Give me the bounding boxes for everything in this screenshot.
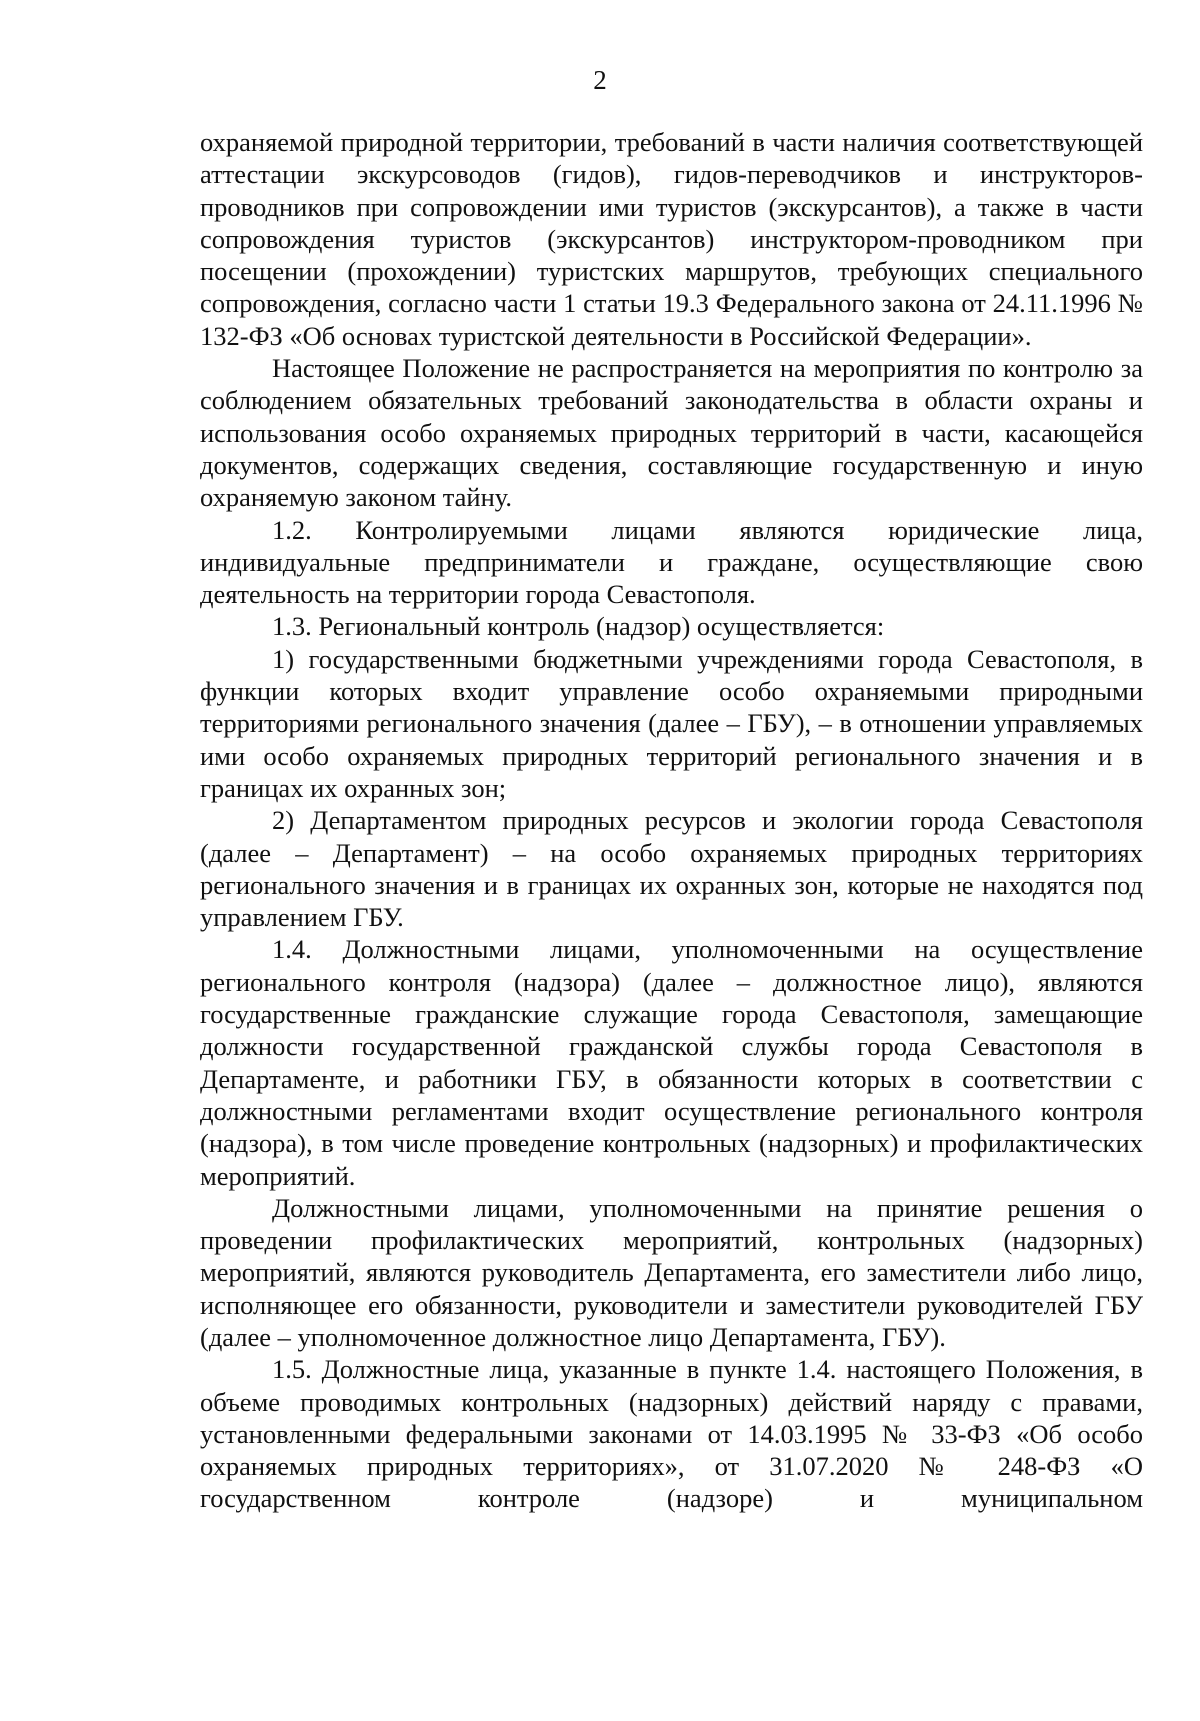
paragraph-1-4: 1.4. Должностными лицами, уполномоченными на осуществление регионального контроля (надзора) (далее – должностное лицо), являются государственные гражданские служащие города Севастополя, замещающие должности государственной гражданской службы города Севастополя в Департаменте, и работники ГБУ, в обязанности которых в соответствии с должностными регламентами входит осуществление регионального контроля (надзора), в том числе проведение контрольных (надзорных) и профилактических мероприятий. xyxy=(200,934,1143,1191)
paragraph-continuation: охраняемой природной территории, требований в части наличия соответствующей аттестации экскурсоводов (гидов), гидов-переводчиков и инструкторов-проводников при сопровождении ими туристов (экскурсантов), а также в части сопровождения туристов (экскурсантов) инструктором-проводником при посещении (прохождении) туристских маршрутов, требующих специального сопровождения, согласно части 1 статьи 19.3 Федерального закона от 24.11.1996 № 132-ФЗ «Об основах туристской деятельности в Российской Федерации». xyxy=(200,127,1143,351)
page-number: 2 xyxy=(593,65,607,95)
paragraph-1-3: 1.3. Региональный контроль (надзор) осуществляется: xyxy=(272,611,885,642)
paragraph-scope-exclusion: Настоящее Положение не распространяется на мероприятия по контролю за соблюдением обязательных требований законодательства в области охраны и использования особо охраняемых природных территорий в части, касающейся документов, содержащих сведения, составляющие государственную и иную охраняемую законом тайну. xyxy=(200,353,1143,513)
paragraph-1-4-decision-makers: Должностными лицами, уполномоченными на принятие решения о проведении профилактических мероприятий, контрольных (надзорных) мероприятий, являются руководитель Департамента, его заместители либо лицо, исполняющее его обязанности, руководители и заместители руководителей ГБУ (далее – уполномоченное должностное лицо Департамента, ГБУ). xyxy=(200,1192,1143,1352)
document-body xyxy=(200,126,1143,1515)
paragraph-1-3-item-1: 1) государственными бюджетными учреждениями города Севастополя, в функции которых входит управление особо охраняемыми природными территориями регионального значения (далее – ГБУ), – в отношении управляемых ими особо охраняемых природных территорий регионального значения и в границах их охранных зон; xyxy=(200,643,1143,803)
paragraph-1-2: 1.2. Контролируемыми лицами являются юридические лица, индивидуальные предприниматели и граждане, осуществляющие свою деятельность на территории города Севастополя. xyxy=(200,514,1143,610)
paragraph-1-3-item-2: 2) Департаментом природных ресурсов и экологии города Севастополя (далее – Департамент) – на особо охраняемых природных территориях регионального значения и в границах их охранных зон, которые не находятся под управлением ГБУ. xyxy=(200,805,1143,933)
paragraph-1-5: 1.5. Должностные лица, указанные в пункте 1.4. настоящего Положения, в объеме проводимых контрольных (надзорных) действий наряду с правами, установленными федеральными законами от 14.03.1995 № 33-ФЗ «Об особо охраняемых природных территориях», от 31.07.2020 № 248-ФЗ «О государственном контроле (надзоре) и муниципальном xyxy=(200,1354,1143,1514)
